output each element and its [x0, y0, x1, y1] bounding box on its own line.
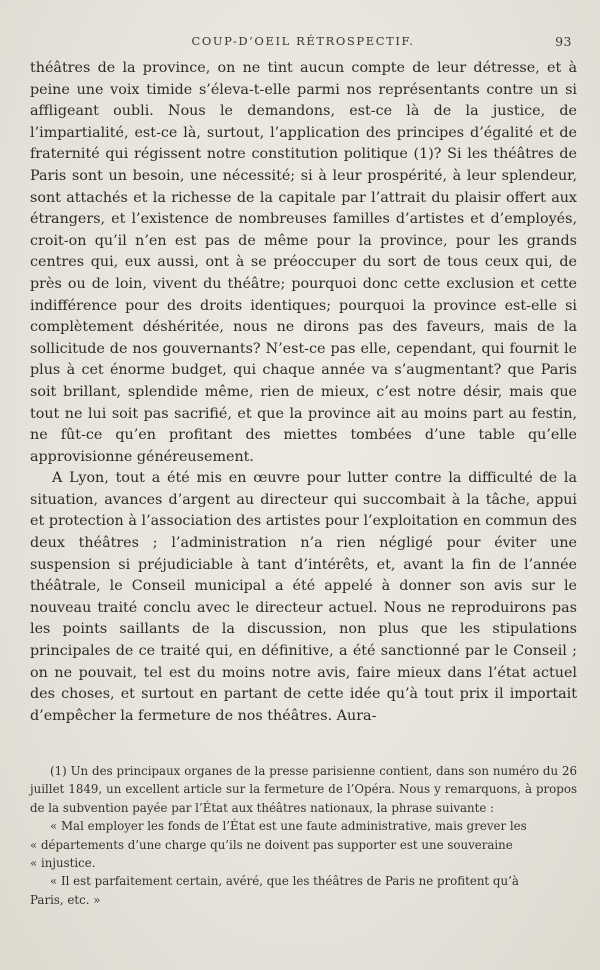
- footnote-quote-line: Paris, etc. »: [30, 892, 101, 907]
- paragraph: A Lyon, tout a été mis en œuvre pour lutter contre la difficulté de la situation, avances d’argent au directeur qui succombait à la tâche, appui et protection à l’association des artistes pour l’exploitation en commun des deux théâtres ; l’administration n’a rien négligé pour éviter une suspension si préjudiciable à tant d’intérêts, et, avant la fin de l’année théâtrale, le Conseil municipal a été appelé à donner son avis sur le nouveau traité conclu avec le directeur actuel. Nous ne reproduirons pas les points saillants de la discussion, non plus que les stipulations principales de ce traité qui, en définitive, a été sanctionné par le Conseil ; on ne pouvait, tel est du moins notre avis, faire mieux dans l’état actuel des choses, et surtout en partant de cette idée qu’à tout prix il importait d’empêcher la fermeture de nos théâtres. Aura-: [30, 470, 577, 724]
- footnote-section: [30, 762, 577, 909]
- footnote-text: (1) Un des principaux organes de la presse parisienne contient, dans son numéro du 26 juillet 1849, un excellent article sur la fermeture de l’Opéra. Nous y remarquons, à propos de la subvention payée par l’État aux théâtres nationaux, la phrase suivante :: [30, 764, 577, 815]
- page-number: 93: [555, 34, 572, 49]
- paragraph: théâtres de la province, on ne tint aucun compte de leur détresse, et à peine une voix timide s’éleva-t-elle parmi nos représentants contre un si affligeant oubli. Nous le demandons, est-ce là de la justice, de l’impartialité, est-ce là, surtout, l’application des principes d’égalité et de fraternité qui régissent notre constitution politique (1)? Si les théâtres de Paris sont un besoin, une nécessité; si à leur prospérité, à leur splendeur, sont attachés et la richesse de la capitale par l’attrait du plaisir offert aux étrangers, et l’existence de nombreuses familles d’artistes et d’employés, croit-on qu’il n’en est pas de même pour la province, pour les grands centres qui, eux aussi, ont à se préoccuper du sort de tous ceux qui, de près ou de loin, vivent du théâtre; pourquoi donc cette exclusion et cette indifférence pour des droits identiques; pourquoi la province est-elle si complètement déshéritée, nous ne dirons pas des faveurs, mais de la sollicitude de nos gouvernants? N’est-ce pas elle, cependant, qui fournit le plus à cet énorme budget, qui chaque année va s’augmentant? que Paris soit brillant, splendide même, rien de mieux, c’est notre désir, mais que tout ne lui soit pas sacrifié, et que la province ait au moins part au festin, ne fût-ce qu’en profitant des miettes tombées d’une table qu’elle approvisionne généreusement.: [30, 60, 577, 465]
- footnote-quote-line: « Il est parfaitement certain, avéré, que les théâtres de Paris ne profitent qu’à: [50, 874, 519, 889]
- running-title: COUP-D’OEIL RÉTROSPECTIF.: [191, 34, 415, 48]
- page-header: [30, 34, 576, 52]
- body-text: [30, 58, 577, 727]
- footnote-quote-line: « injustice.: [30, 856, 96, 871]
- footnote-quote-line: « départements d’une charge qu’ils ne doivent pas supporter est une souveraine: [30, 837, 513, 852]
- footnote-quote-line: « Mal employer les fonds de l’État est une faute administrative, mais grever les: [50, 819, 527, 834]
